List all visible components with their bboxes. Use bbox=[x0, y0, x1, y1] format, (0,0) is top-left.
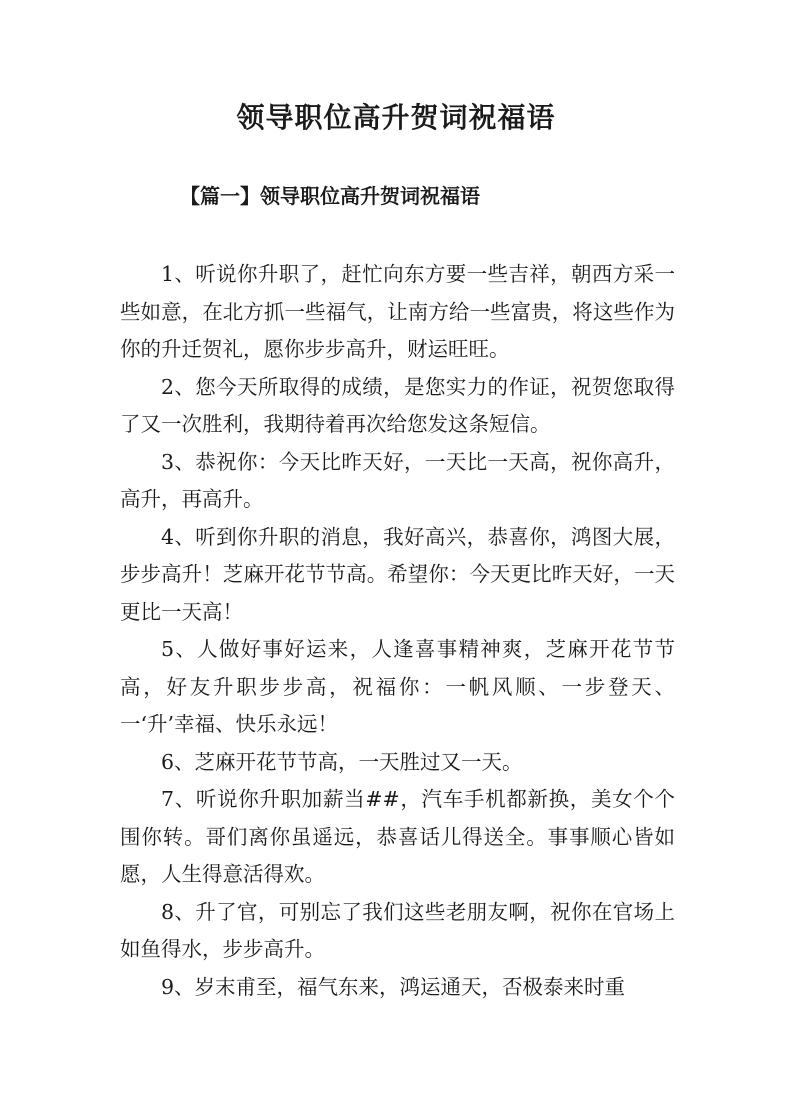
paragraph-9: 9、岁末甫至，福气东来，鸿运通天，否极泰来时重 bbox=[161, 974, 626, 999]
paragraph-7: 7、听说你升职加薪当##，汽车手机都新换，美女个个围你转。哥们离你虽遥远，恭喜话儿得送全。事事顺心皆如愿，人生得意活得欢。 bbox=[120, 787, 675, 886]
paragraph-4: 4、听到你升职的消息，我好高兴，恭喜你，鸿图大展，步步高升！芝麻开花节节高。希望你：今天更比昨天好，一天更比一天高！ bbox=[120, 524, 675, 624]
section-heading: 【篇一】领导职位高升贺词祝福语 bbox=[180, 184, 480, 208]
paragraph-6: 6、芝麻开花节节高，一天胜过又一天。 bbox=[161, 749, 523, 774]
document-title: 领导职位高升贺词祝福语 bbox=[236, 101, 556, 134]
paragraph-3: 3、恭祝你：今天比昨天好，一天比一天高，祝你高升，高升，再高升。 bbox=[120, 449, 675, 511]
paragraph-5: 5、人做好事好运来，人逢喜事精神爽，芝麻开花节节高，好友升职步步高，祝福你：一帆风顺、一步登天、一‘升’幸福、快乐永远！ bbox=[120, 637, 675, 736]
paragraph-8: 8、升了官，可别忘了我们这些老朋友啊，祝你在官场上如鱼得水，步步高升。 bbox=[120, 899, 675, 961]
paragraph-1: 1、听说你升职了，赶忙向东方要一些吉祥，朝西方采一些如意，在北方抓一些福气，让南方给一些富贵，将这些作为你的升迁贺礼，愿你步步高升，财运旺旺。 bbox=[120, 262, 675, 361]
paragraph-2: 2、您今天所取得的成绩，是您实力的作证，祝贺您取得了又一次胜利，我期待着再次给您发这条短信。 bbox=[120, 374, 675, 436]
document-body bbox=[120, 256, 675, 1006]
